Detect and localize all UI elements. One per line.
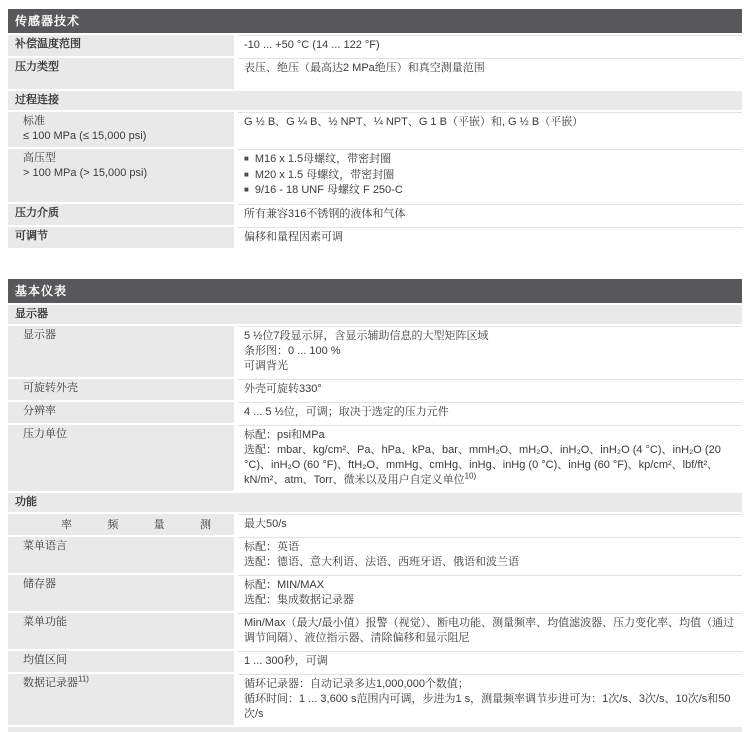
- bullet-square-icon: ■: [244, 154, 249, 163]
- row-label: [8, 35, 234, 56]
- text-line: G ½ B、G ¼ B、½ NPT、¼ NPT、G 1 B（平嵌）和, G ½ B（平嵌）: [244, 116, 584, 128]
- text-line: 循环时间：1 ... 3,600 s范围内可调，步进为1 s，测量频率调节步进可为：1次/s、3次/s、10次/s和50次/s: [244, 692, 731, 720]
- row-label: [8, 379, 234, 400]
- section-subheader: 过程连接: [8, 91, 742, 110]
- table-row: [8, 58, 742, 89]
- text-line-part: 数据记录器: [23, 676, 78, 689]
- text-line: 压力介质: [15, 206, 59, 219]
- text-line: 可调背光: [244, 359, 288, 372]
- table-row: [8, 402, 742, 423]
- row-value: [238, 514, 742, 535]
- row-value: [238, 326, 742, 377]
- text-line: 标配：MIN/MAX: [244, 578, 325, 591]
- bullet-square-icon: ■: [244, 169, 249, 179]
- table-row: [8, 204, 742, 225]
- table-header: 传感器技术: [8, 9, 742, 33]
- row-value: [238, 58, 742, 89]
- section-subheader: 显示器: [8, 305, 742, 324]
- spec-table: [8, 279, 742, 725]
- bullet-text: M16 x 1.5母螺纹，带密封圈: [254, 153, 392, 165]
- table-row: [8, 149, 742, 202]
- row-value: [238, 575, 742, 611]
- table-header: 基本仪表: [8, 279, 742, 303]
- text-line: 标配：psi和MPa: [244, 428, 325, 441]
- row-label: [8, 674, 234, 725]
- row-value: [238, 112, 742, 147]
- text-line: 菜单功能: [23, 615, 67, 628]
- table-row: [8, 613, 742, 649]
- text-line: ≤ 100 MPa (≤ 15,000 psi): [23, 130, 147, 142]
- text-line: 条形图：0 ... 100 %: [244, 344, 341, 357]
- text-line: 菜单语言: [23, 539, 67, 552]
- text-line: 压力单位: [23, 427, 67, 440]
- row-value: [238, 613, 742, 649]
- bullet-line: [244, 152, 740, 168]
- row-label: [8, 58, 234, 89]
- row-label: [8, 227, 234, 248]
- text-line: 外壳可旋转330°: [244, 382, 322, 395]
- spread-char: 率: [61, 518, 72, 531]
- row-value: [238, 651, 742, 672]
- text-line: 显示器: [23, 328, 56, 341]
- spread-char: 测: [199, 518, 211, 531]
- table-row: [8, 326, 742, 377]
- text-line: 4 ... 5 ½位，可调；取决于选定的压力元件: [244, 405, 449, 418]
- text-line: [23, 673, 228, 691]
- bullet-text: M20 x 1.5 母螺纹，带密封圈: [254, 168, 395, 181]
- row-label: [8, 613, 234, 649]
- row-label: [8, 514, 234, 535]
- row-label: [8, 204, 234, 225]
- table-row: [8, 575, 742, 611]
- row-value: [238, 425, 742, 491]
- bullet-square-icon: ■: [244, 185, 249, 194]
- text-line: 5 ½位7段显示屏，含显示辅助信息的大型矩阵区域: [244, 329, 489, 342]
- text-line: 标准: [23, 115, 45, 127]
- table-row: [8, 227, 742, 248]
- text-line: > 100 MPa (> 15,000 psi): [23, 167, 148, 179]
- text-line: 偏移和量程因素可调: [244, 230, 343, 243]
- section-subheader: 功能: [8, 493, 742, 512]
- text-line: 高压型: [23, 152, 56, 164]
- row-value: [238, 537, 742, 573]
- text-line: 所有兼容316不锈钢的液体和气体: [244, 207, 406, 220]
- text-line: 循环记录器：自动记录多达1,000,000个数值；: [244, 677, 469, 690]
- table-row: [8, 425, 742, 491]
- table-row: [8, 674, 742, 725]
- text-line: 补偿温度范围: [15, 38, 81, 50]
- bullet-line: [244, 183, 740, 199]
- text-line-part: 选配：mbar、kg/cm²、Pa、hPa、kPa、bar、mmH₂O、mH₂O、inH₂O、inH₂O (4 °C)、inH₂O (20 °C)、inH₂O (60 °F)、ftH₂O、mmHg、cmHg、inHg、inHg (0 °C)、inHg (60 °F)、kp/cm²、lbf/ft²、kN/m²、atm、Torr、微米以及用户自定义单位: [244, 443, 721, 486]
- row-value: [238, 35, 742, 56]
- text-line: 可调节: [15, 229, 48, 242]
- text-line: 最大50/s: [244, 517, 287, 530]
- row-label: [8, 149, 234, 202]
- table-row: [8, 112, 742, 147]
- bullet-text: 9/16 - 18 UNF 母螺纹 F 250-C: [254, 184, 403, 196]
- text-line: 选配：集成数据记录器: [244, 593, 354, 606]
- row-label: [8, 402, 234, 423]
- spec-table: [8, 9, 742, 248]
- footnote-ref: 10): [464, 470, 477, 480]
- row-label: [8, 537, 234, 573]
- spread-char: 量: [153, 518, 165, 531]
- text-line: 标配：英语: [244, 540, 299, 553]
- row-label: [8, 575, 234, 611]
- table-row: [8, 651, 742, 672]
- text-line: Min/Max（最大/最小值）报警（视觉）、断电功能、测量频率、均值滤波器、压力变化率、均值（通过调节间隔）、液位指示器、清除偏移和显示阻尼: [244, 616, 735, 644]
- text-line: 压力类型: [15, 61, 59, 73]
- text-line: [244, 443, 740, 488]
- table-row: [8, 379, 742, 400]
- spread-label: [61, 516, 211, 532]
- partial-next-row: [8, 727, 742, 732]
- text-line: 表压、绝压（最高达2 MPa绝压）和真空测量范围: [244, 62, 485, 74]
- row-value: [238, 674, 742, 725]
- row-label: [8, 425, 234, 491]
- row-label: [8, 112, 234, 147]
- bullet-line: [244, 168, 740, 184]
- row-value: [238, 204, 742, 225]
- footnote-ref: 11): [78, 673, 89, 683]
- row-value: [238, 402, 742, 423]
- text-line: 选配：德语、意大利语、法语、西班牙语、俄语和波兰语: [244, 555, 519, 568]
- table-rows: [8, 35, 742, 248]
- text-line: -10 ... +50 °C (14 ... 122 °F): [244, 39, 380, 51]
- row-label: [8, 326, 234, 377]
- row-value: [238, 379, 742, 400]
- table-row: [8, 35, 742, 56]
- row-label: [8, 651, 234, 672]
- text-line: 可旋转外壳: [23, 381, 78, 394]
- text-line: 储存器: [23, 577, 56, 590]
- table-row: [8, 514, 742, 535]
- table-row: [8, 537, 742, 573]
- table-rows: [8, 305, 742, 725]
- text-line: 分辨率: [23, 404, 56, 417]
- text-line: 1 ... 300秒，可调: [244, 654, 328, 667]
- spread-char: 频: [107, 518, 119, 531]
- text-line: 均值区间: [23, 653, 67, 666]
- row-value: [238, 149, 742, 202]
- row-value: [238, 227, 742, 248]
